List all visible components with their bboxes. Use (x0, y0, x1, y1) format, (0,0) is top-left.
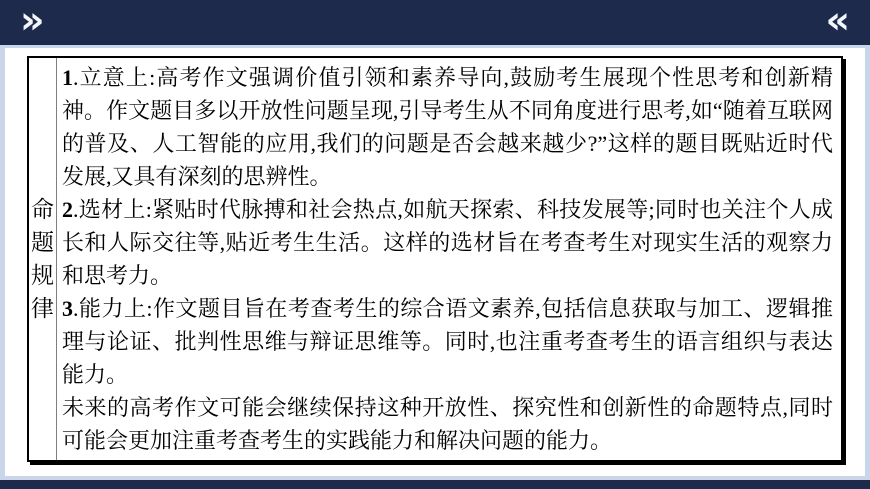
paragraph-outlook (62, 391, 833, 457)
paragraph-text: .选材上:紧贴时代脉搏和社会热点,如航天探索、科技发展等;同时也关注个人成长和人际交往等,贴近考生生活。这样的选材旨在考查考生对现实生活的观察力和思考力。 (62, 197, 833, 288)
body-text-cell (57, 58, 841, 460)
commentary-table (27, 56, 843, 462)
row-label-char: 规 (31, 263, 54, 288)
top-bar (0, 0, 870, 45)
paragraph-text: .能力上:作文题目旨在考查考生的综合语文素养,包括信息获取与加工、逻辑推理与论证、批判性思维与辩证思维等。同时,也注重考查考生的语言组织与表达能力。 (62, 296, 833, 387)
paragraph-number: 3 (62, 296, 73, 321)
row-header-label (29, 58, 57, 460)
paragraph-number: 2 (62, 197, 73, 222)
back-chevrons-icon[interactable]: « (825, 0, 850, 42)
paragraph-material (62, 193, 833, 292)
content-panel (5, 48, 865, 476)
row-label-char: 题 (31, 230, 54, 255)
row-label-char: 律 (31, 296, 54, 321)
paragraph-ability (62, 292, 833, 391)
forward-chevrons-icon[interactable]: » (20, 0, 45, 42)
row-label-char: 命 (31, 197, 54, 222)
paragraph-intent (62, 61, 833, 193)
paragraph-text: 未来的高考作文可能会继续保持这种开放性、探究性和创新性的命题特点,同时可能会更加注重考查考生的实践能力和解决问题的能力。 (62, 395, 833, 453)
paragraph-number: 1 (62, 65, 73, 90)
bottom-bar (0, 480, 870, 489)
paragraph-text: .立意上:高考作文强调价值引领和素养导向,鼓励考生展现个性思考和创新精神。作文题目多以开放性问题呈现,引导考生从不同角度进行思考,如“随着互联网的普及、人工智能的应用,我们的问题是否会越来越少?”这样的题目既贴近时代发展,又具有深刻的思辨性。 (62, 65, 833, 189)
